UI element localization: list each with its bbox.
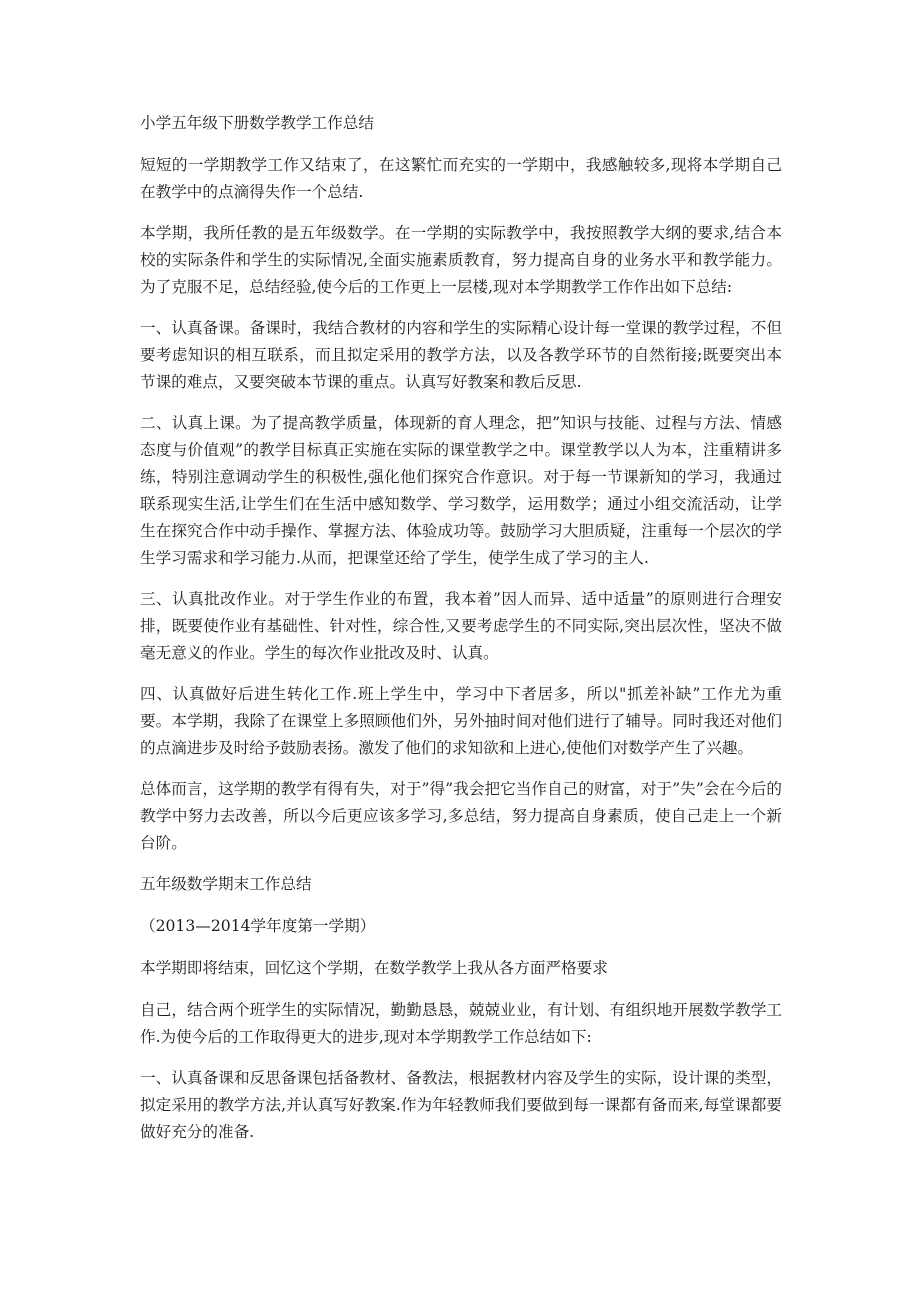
section-preparation-paragraph: 一、认真备课。备课时，我结合教材的内容和学生的实际精心设计每一堂课的教学过程，不但要考虑知识的相互联系，而且拟定采用的教学方法，以及各教学环节的自然衔接;既要突出本节课的难点，又要突破本节课的重点。认真写好教案和教后反思. (140, 319, 782, 391)
second-section-preparation-paragraph: 一、认真备课和反思备课包括备教材、备教法，根据教材内容及学生的实际，设计课的类型，拟定采用的教学方法,并认真写好教案.作为年轻教师我们要做到每一课都有备而来,每堂课都要做好充分的准备. (140, 1069, 782, 1141)
second-intro-line: 本学期即将结束，回忆这个学期，在数学教学上我从各方面严格要求 (140, 959, 608, 977)
conclusion-paragraph: 总体而言，这学期的教学有得有失，对于”得”我会把它当作自己的财富，对于”失”会在今后的教学中努力去改善，所以今后更应该多学习,多总结，努力提高自身素质，使自己走上一个新台阶。 (140, 780, 782, 852)
second-document-subtitle: （2013—2014学年度第一学期） (140, 917, 376, 935)
second-intro-paragraph: 自己，结合两个班学生的实际情况，勤勤恳恳，兢兢业业，有计划、有组织地开展数学教学工作.为使今后的工作取得更大的进步,现对本学期教学工作总结如下: (140, 1001, 782, 1046)
document-page (140, 110, 782, 1160)
section-struggling-students-paragraph: 四、认真做好后进生转化工作.班上学生中，学习中下者居多，所以"抓差补缺”工作尤为重要。本学期，我除了在课堂上多照顾他们外，另外抽时间对他们进行了辅导。同时我还对他们的点滴进步及时给予鼓励表扬。激发了他们的求知欲和上进心,使他们对数学产生了兴趣。 (140, 685, 782, 757)
section-teaching-paragraph: 二、认真上课。为了提高教学质量，体现新的育人理念，把”知识与技能、过程与方法、情感态度与价值观”的教学目标真正实施在实际的课堂教学之中。课堂教学以人为本，注重精讲多练，特别注意调动学生的积极性,强化他们探究合作意识。对于每一节课新知的学习，我通过联系现实生活,让学生们在生活中感知数学、学习数学，运用数学；通过小组交流活动，让学生在探究合作中动手操作、掌握方法、体验成功等。鼓励学习大胆质疑，注重每一个层次的学生学习需求和学习能力.从而，把课堂还给了学生，使学生成了学习的主人. (140, 414, 782, 567)
document-title: 小学五年级下册数学教学工作总结 (140, 114, 374, 132)
section-homework-paragraph: 三、认真批改作业。对于学生作业的布置，我本着”因人而异、适中适量”的原则进行合理安排，既要使作业有基础性、针对性，综合性,又要考虑学生的不同实际,突出层次性，坚决不做毫无意义的作业。学生的每次作业批改及时、认真。 (140, 590, 782, 662)
intro-paragraph: 短短的一学期教学工作又结束了，在这繁忙而充实的一学期中，我感触较多,现将本学期自己在教学中的点滴得失作一个总结. (140, 156, 782, 201)
second-document-title: 五年级数学期末工作总结 (140, 875, 312, 893)
overview-paragraph: 本学期，我所任教的是五年级数学。在一学期的实际教学中，我按照教学大纲的要求,结合本校的实际条件和学生的实际情况,全面实施素质教育，努力提高自身的业务水平和教学能力。为了克服不足，总结经验,使今后的工作更上一层楼,现对本学期教学工作作出如下总结: (140, 224, 782, 296)
